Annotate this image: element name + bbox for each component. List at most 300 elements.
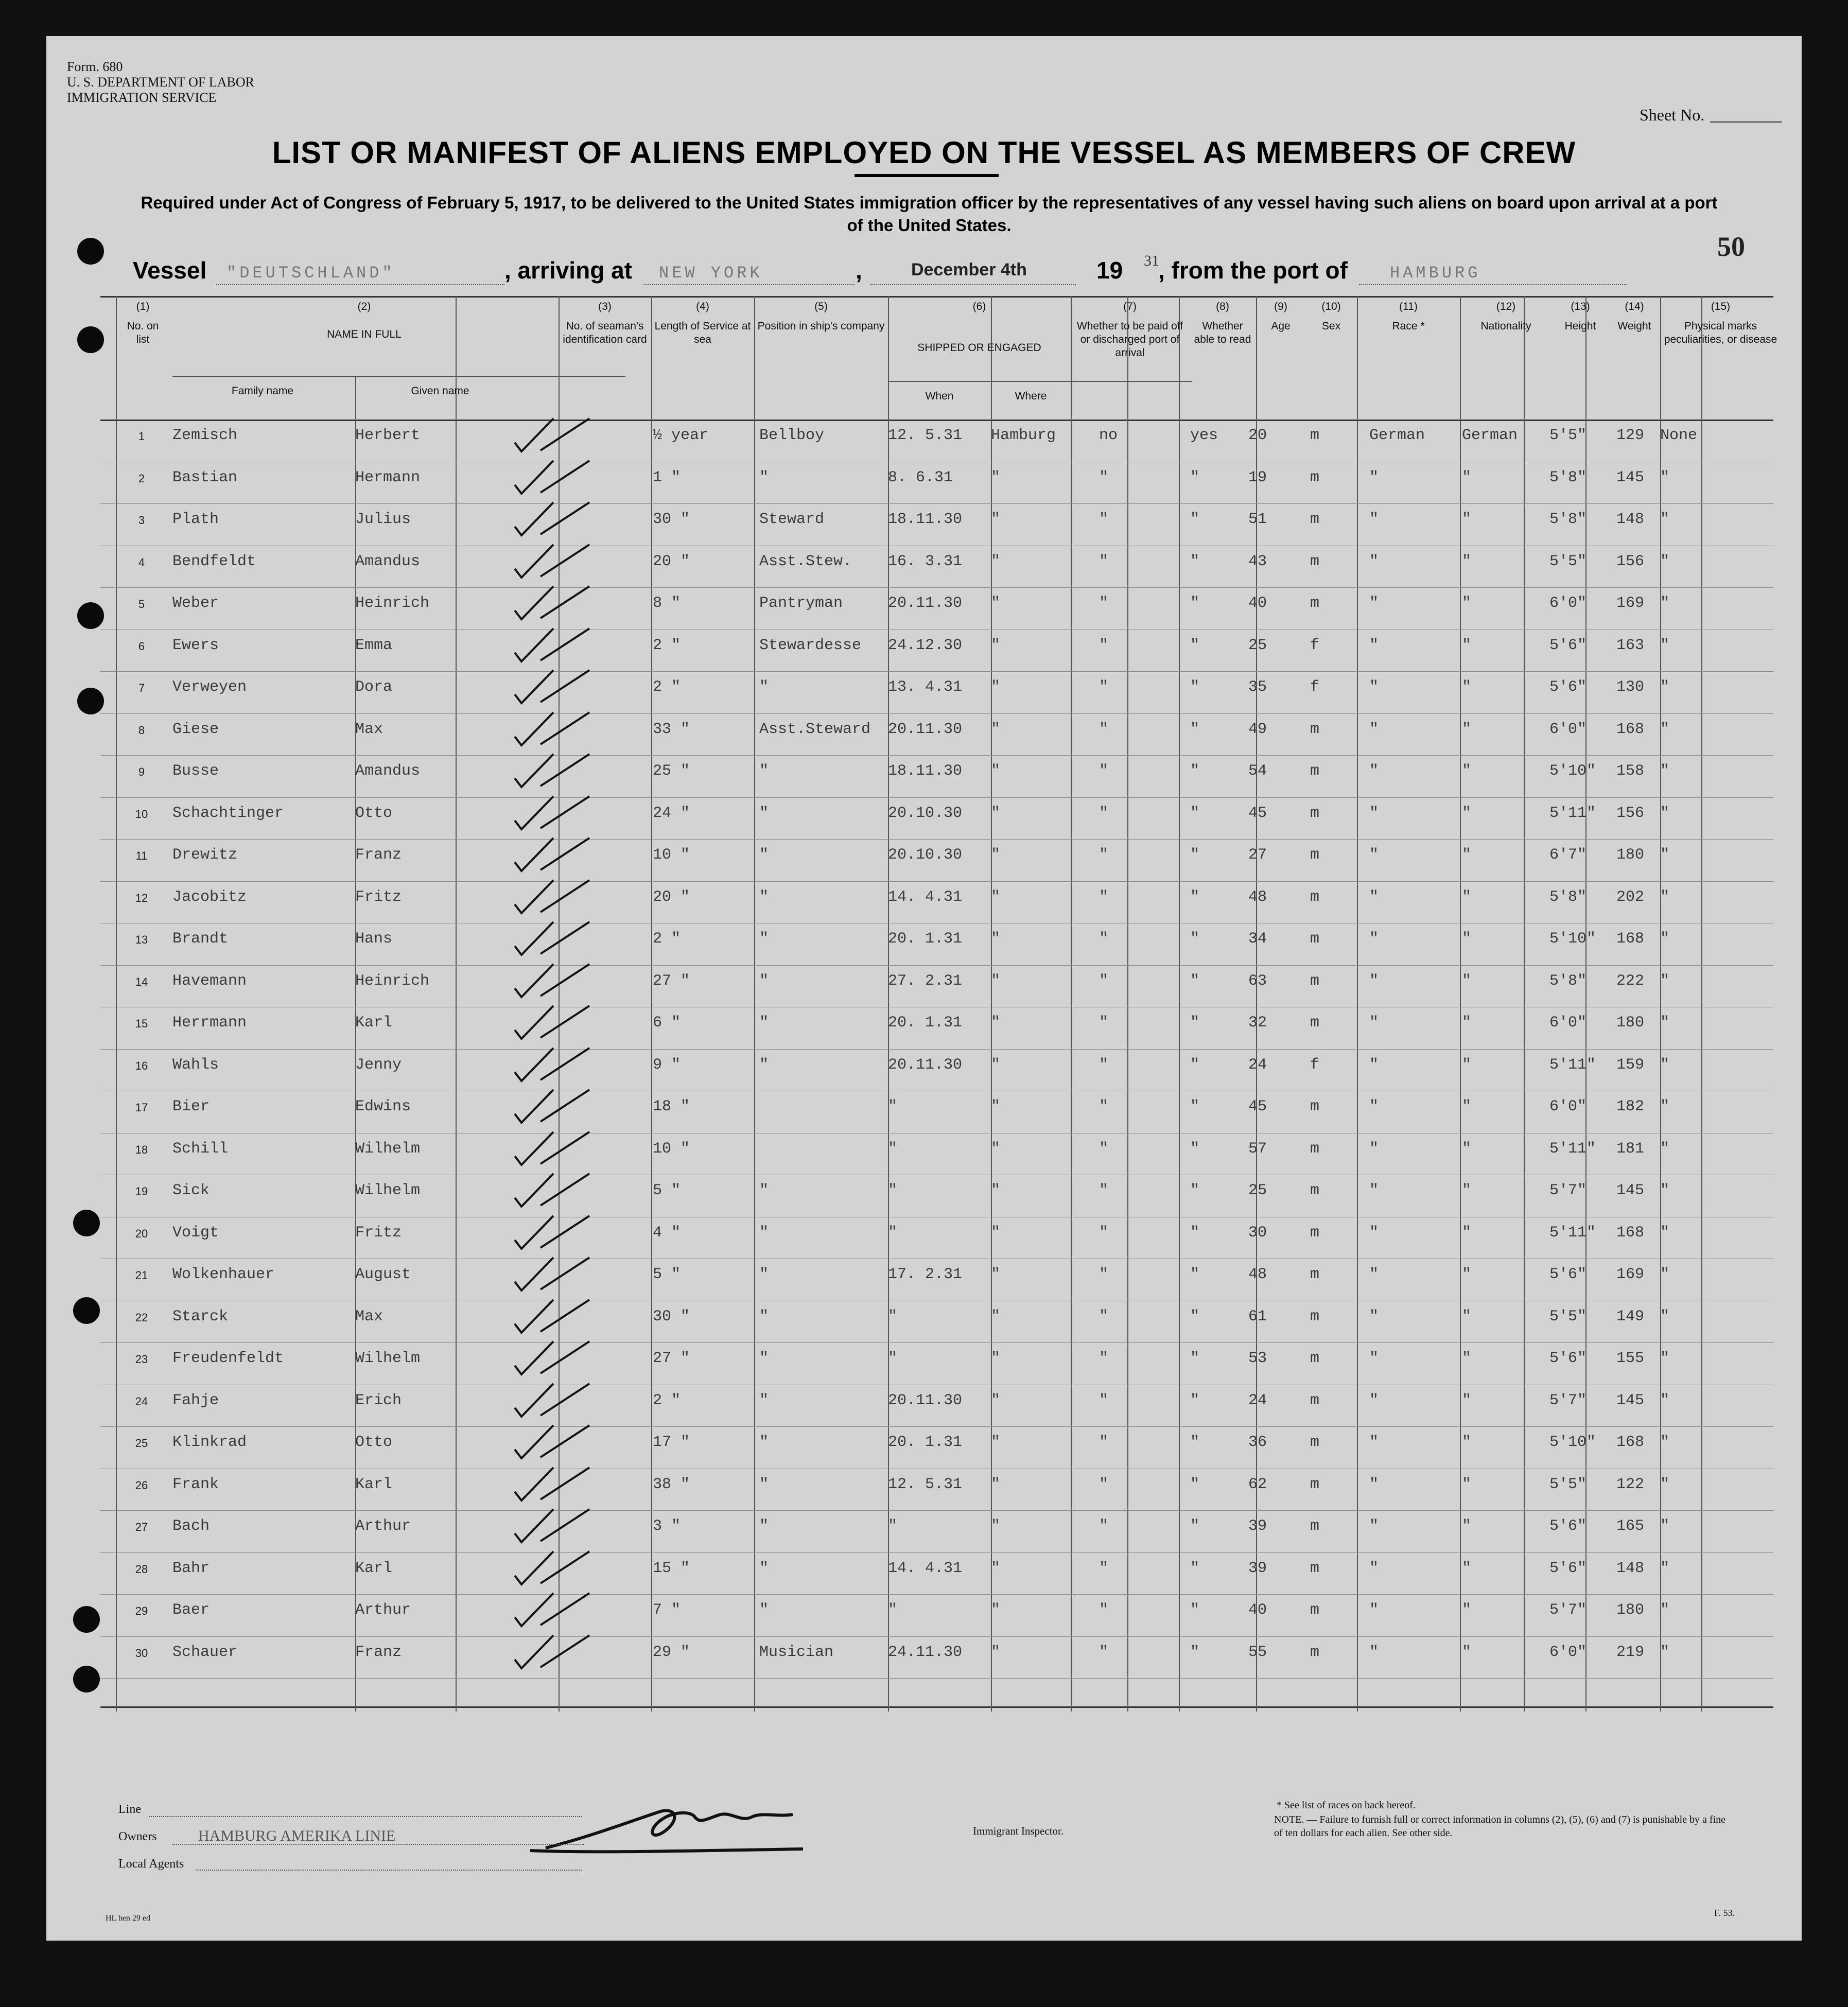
table-row [100, 1636, 1773, 1637]
cell-able-to-read: " [1190, 930, 1200, 948]
cell-position: Asst.Steward [759, 720, 871, 738]
cell-able-to-read: " [1190, 1098, 1200, 1115]
cell-service-length: 10 " [653, 1140, 690, 1158]
cell-able-to-read: " [1190, 1391, 1200, 1409]
cell-shipped-when: " [888, 1140, 898, 1158]
cell-service-length: 29 " [653, 1643, 690, 1661]
cell-weight: 148 [1616, 511, 1645, 528]
cell-age: 45 [1248, 804, 1267, 822]
cell-age: 25 [1248, 1182, 1267, 1199]
cell-service-length: ½ year [653, 427, 709, 444]
check-mark [512, 582, 600, 623]
cell-sex: m [1310, 1098, 1320, 1115]
row-number: 7 [138, 682, 145, 694]
check-mark [512, 1086, 600, 1127]
cell-family-name: Zemisch [172, 427, 238, 444]
column-subheader: Given name [411, 385, 469, 397]
row-number: 22 [135, 1311, 148, 1324]
table-row [100, 1594, 1773, 1595]
cell-given-name: Herbert [355, 427, 421, 444]
cell-able-to-read: " [1190, 1182, 1200, 1199]
cell-shipped-where: " [991, 1559, 1001, 1577]
row-number: 11 [135, 849, 148, 862]
cell-paid-off: " [1099, 511, 1109, 528]
cell-given-name: Max [355, 720, 383, 738]
cell-height: 6'0" [1549, 595, 1587, 612]
cell-shipped-where: " [991, 1350, 1001, 1367]
cell-shipped-when: 20.11.30 [888, 720, 963, 738]
cell-physical-marks: " [1660, 1643, 1670, 1661]
cell-race: " [1369, 762, 1379, 780]
cell-position: " [759, 930, 769, 948]
row-number: 25 [135, 1437, 148, 1450]
cell-physical-marks: " [1660, 1140, 1670, 1158]
cell-race: " [1369, 1559, 1379, 1577]
cell-physical-marks: " [1660, 468, 1670, 486]
cell-race: " [1369, 595, 1379, 612]
cell-race: " [1369, 636, 1379, 654]
column-header: Weight [1617, 320, 1651, 332]
cell-weight: 168 [1616, 930, 1645, 948]
cell-shipped-where: " [991, 720, 1001, 738]
row-number: 23 [135, 1353, 148, 1366]
cell-paid-off: " [1099, 1643, 1109, 1661]
cell-family-name: Ewers [172, 636, 219, 654]
row-number: 2 [138, 472, 145, 485]
cell-paid-off: " [1099, 1559, 1109, 1577]
cell-nationality: " [1462, 930, 1472, 948]
cell-service-length: 10 " [653, 846, 690, 864]
crew-table [100, 296, 1777, 1712]
cell-race: " [1369, 1098, 1379, 1115]
from-underline [1359, 284, 1627, 285]
row-number: 5 [138, 598, 145, 610]
cell-shipped-when: " [888, 1098, 898, 1115]
comma-mark: , [856, 257, 862, 284]
column-header: Whether able to read [1194, 320, 1251, 345]
cell-weight: 148 [1616, 1559, 1645, 1577]
column-number: (9) [1274, 301, 1287, 312]
cell-physical-marks: " [1660, 636, 1670, 654]
cell-sex: m [1310, 972, 1320, 990]
cell-family-name: Bahr [172, 1559, 210, 1577]
cell-family-name: Freudenfeldt [172, 1350, 284, 1367]
cell-service-length: 27 " [653, 1350, 690, 1367]
column-rule [1256, 296, 1257, 1712]
cell-age: 39 [1248, 1517, 1267, 1535]
column-rule [1127, 296, 1128, 1712]
cell-shipped-when: 24.12.30 [888, 636, 963, 654]
cell-physical-marks: " [1660, 1098, 1670, 1115]
cell-position: " [759, 1475, 769, 1493]
cell-sex: m [1310, 1475, 1320, 1493]
cell-paid-off: " [1099, 1350, 1109, 1367]
cell-race: " [1369, 1224, 1379, 1242]
cell-service-length: 20 " [653, 552, 690, 570]
cell-family-name: Klinkrad [172, 1434, 247, 1451]
check-mark [512, 834, 600, 875]
cell-shipped-where: " [991, 636, 1001, 654]
cell-position: " [759, 972, 769, 990]
cell-service-length: 8 " [653, 595, 681, 612]
cell-sex: m [1310, 595, 1320, 612]
cell-shipped-where: " [991, 1307, 1001, 1325]
cell-paid-off: " [1099, 636, 1109, 654]
cell-paid-off: " [1099, 1391, 1109, 1409]
cell-height: 5'11" [1549, 1056, 1596, 1074]
cell-race: " [1369, 1391, 1379, 1409]
row-number: 28 [135, 1562, 148, 1576]
vessel-label: Vessel [133, 257, 207, 284]
cell-weight: 155 [1616, 1350, 1645, 1367]
cell-age: 36 [1248, 1434, 1267, 1451]
cell-height: 5'6" [1549, 1517, 1587, 1535]
punch-hole [73, 1666, 100, 1692]
column-header: Nationality [1480, 320, 1531, 332]
check-mark [512, 1170, 600, 1211]
cell-shipped-when: 27. 2.31 [888, 972, 963, 990]
cell-shipped-when: 12. 5.31 [888, 1475, 963, 1493]
cell-height: 5'7" [1549, 1601, 1587, 1619]
cell-position: " [759, 1434, 769, 1451]
cell-service-length: 17 " [653, 1434, 690, 1451]
cell-sex: m [1310, 1643, 1320, 1661]
cell-shipped-where: " [991, 930, 1001, 948]
cell-sex: m [1310, 720, 1320, 738]
cell-shipped-when: " [888, 1224, 898, 1242]
cell-paid-off: " [1099, 1056, 1109, 1074]
row-number: 1 [138, 430, 145, 443]
cell-shipped-where: " [991, 678, 1001, 696]
cell-race: " [1369, 1350, 1379, 1367]
row-number: 18 [135, 1143, 148, 1156]
page-subtitle: Required under Act of Congress of February 5, 1917, to be delivered to the United States immigration officer by the representatives of any vessel having such aliens on board upon arrival at a port of the United States. [141, 193, 1718, 235]
cell-sex: m [1310, 804, 1320, 822]
cell-height: 5'8" [1549, 888, 1587, 906]
cell-physical-marks: " [1660, 720, 1670, 738]
column-header: SHIPPED OR ENGAGED [917, 342, 1041, 354]
cell-family-name: Busse [172, 762, 219, 780]
check-mark [512, 624, 600, 666]
cell-shipped-where: " [991, 1182, 1001, 1199]
cell-given-name: Amandus [355, 762, 421, 780]
cell-position: Asst.Stew. [759, 552, 852, 570]
cell-physical-marks: " [1660, 678, 1670, 696]
cell-shipped-when: " [888, 1350, 898, 1367]
cell-race: " [1369, 1517, 1379, 1535]
cell-sex: f [1310, 678, 1320, 696]
cell-position: " [759, 1391, 769, 1409]
cell-family-name: Herrmann [172, 1014, 247, 1032]
cell-nationality: " [1462, 468, 1472, 486]
column-number: (2) [357, 301, 371, 312]
cell-family-name: Voigt [172, 1224, 219, 1242]
cell-weight: 168 [1616, 720, 1645, 738]
cell-shipped-where: " [991, 1434, 1001, 1451]
check-mark [512, 1128, 600, 1169]
cell-paid-off: " [1099, 720, 1109, 738]
row-number: 26 [135, 1478, 148, 1492]
cell-service-length: 6 " [653, 1014, 681, 1032]
cell-shipped-when: 20. 1.31 [888, 930, 963, 948]
column-number: (13) [1571, 301, 1590, 312]
table-row [100, 1342, 1773, 1343]
cell-sex: m [1310, 1391, 1320, 1409]
column-number: (5) [814, 301, 828, 312]
check-mark [512, 1296, 600, 1337]
cell-sex: m [1310, 1350, 1320, 1367]
cell-nationality: " [1462, 1391, 1472, 1409]
cell-physical-marks: " [1660, 846, 1670, 864]
cell-shipped-where: " [991, 511, 1001, 528]
cell-able-to-read: " [1190, 1307, 1200, 1325]
cell-race: " [1369, 720, 1379, 738]
cell-height: 5'11" [1549, 804, 1596, 822]
cell-nationality: " [1462, 1475, 1472, 1493]
cell-shipped-where: " [991, 1098, 1001, 1115]
cell-age: 30 [1248, 1224, 1267, 1242]
cell-able-to-read: " [1190, 1350, 1200, 1367]
cell-nationality: " [1462, 678, 1472, 696]
cell-family-name: Brandt [172, 930, 229, 948]
cell-height: 5'5" [1549, 427, 1587, 444]
column-rule [754, 296, 755, 1712]
check-mark [512, 1044, 600, 1085]
column-rule [1460, 296, 1461, 1712]
cell-given-name: Amandus [355, 552, 421, 570]
cell-weight: 145 [1616, 1391, 1645, 1409]
name-subheader-rule [172, 376, 625, 377]
cell-height: 5'6" [1549, 1266, 1587, 1283]
cell-nationality: " [1462, 595, 1472, 612]
cell-family-name: Frank [172, 1475, 219, 1493]
cell-shipped-where: " [991, 1391, 1001, 1409]
column-number: (15) [1711, 301, 1731, 312]
cell-service-length: 2 " [653, 1391, 681, 1409]
cell-able-to-read: yes [1190, 427, 1218, 444]
cell-sex: m [1310, 1601, 1320, 1619]
page-code: F. 53. [1714, 1908, 1735, 1918]
cell-race: German [1369, 427, 1425, 444]
cell-family-name: Bendfeldt [172, 552, 256, 570]
form-number: Form. 680 U. S. DEPARTMENT OF LABOR IMMIGRATION SERVICE [67, 59, 254, 105]
cell-position: Steward [759, 511, 825, 528]
cell-position: Pantryman [759, 595, 843, 612]
punch-hole [73, 1210, 100, 1236]
column-rule [1179, 296, 1180, 1712]
cell-weight: 159 [1616, 1056, 1645, 1074]
cell-position: " [759, 846, 769, 864]
cell-paid-off: " [1099, 1014, 1109, 1032]
cell-physical-marks: " [1660, 1056, 1670, 1074]
cell-physical-marks: " [1660, 1182, 1670, 1199]
cell-sex: f [1310, 636, 1320, 654]
cell-given-name: Fritz [355, 888, 402, 906]
cell-height: 5'7" [1549, 1182, 1587, 1199]
cell-sex: m [1310, 762, 1320, 780]
cell-nationality: " [1462, 720, 1472, 738]
cell-age: 57 [1248, 1140, 1267, 1158]
owners-field [172, 1844, 584, 1845]
arriving-port: NEW YORK [659, 264, 763, 283]
cell-nationality: " [1462, 846, 1472, 864]
cell-paid-off: " [1099, 804, 1109, 822]
cell-able-to-read: " [1190, 1643, 1200, 1661]
check-mark [512, 1463, 600, 1505]
cell-age: 39 [1248, 1559, 1267, 1577]
cell-able-to-read: " [1190, 972, 1200, 990]
table-bottom-rule [100, 1706, 1773, 1708]
cell-race: " [1369, 678, 1379, 696]
cell-shipped-where: " [991, 1056, 1001, 1074]
cell-physical-marks: " [1660, 552, 1670, 570]
cell-physical-marks: " [1660, 1391, 1670, 1409]
cell-position: " [759, 1307, 769, 1325]
cell-given-name: Otto [355, 1434, 393, 1451]
cell-weight: 129 [1616, 427, 1645, 444]
cell-family-name: Verweyen [172, 678, 247, 696]
owners-label: Owners [118, 1830, 157, 1843]
cell-race: " [1369, 888, 1379, 906]
cell-paid-off: " [1099, 762, 1109, 780]
cell-race: " [1369, 1601, 1379, 1619]
cell-height: 5'6" [1549, 678, 1587, 696]
arrival-date: December 4th [911, 260, 1027, 280]
year-prefix: 19 [1096, 257, 1123, 284]
cell-weight: 180 [1616, 1014, 1645, 1032]
cell-race: " [1369, 972, 1379, 990]
cell-given-name: Arthur [355, 1601, 411, 1619]
cell-position: " [759, 1559, 769, 1577]
page-title: LIST OR MANIFEST OF ALIENS EMPLOYED ON THE VESSEL AS MEMBERS OF CREW [272, 135, 1576, 170]
check-mark [512, 1337, 600, 1378]
column-rule [1660, 296, 1661, 1712]
cell-position: " [759, 1182, 769, 1199]
cell-height: 5'11" [1549, 1140, 1596, 1158]
cell-service-length: 38 " [653, 1475, 690, 1493]
penalty-note: NOTE. — Failure to furnish full or correct information in columns (2), (5), (6) and (7) is punishable by a fine of ten dollars for each alien. See other side. [1274, 1814, 1726, 1839]
cell-physical-marks: " [1660, 1224, 1670, 1242]
cell-given-name: Franz [355, 1643, 402, 1661]
year-suffix: 31 [1144, 252, 1159, 269]
cell-physical-marks: " [1660, 1434, 1670, 1451]
column-number: (11) [1399, 301, 1418, 312]
check-mark [512, 498, 600, 539]
vessel-underline [216, 284, 504, 285]
cell-paid-off: " [1099, 1182, 1109, 1199]
cell-family-name: Jacobitz [172, 888, 247, 906]
cell-given-name: Arthur [355, 1517, 411, 1535]
handwritten-number: 50 [1717, 231, 1745, 262]
cell-family-name: Schachtinger [172, 804, 284, 822]
cell-able-to-read: " [1190, 511, 1200, 528]
cell-family-name: Fahje [172, 1391, 219, 1409]
cell-race: " [1369, 1056, 1379, 1074]
cell-able-to-read: " [1190, 1434, 1200, 1451]
cell-age: 48 [1248, 1266, 1267, 1283]
column-number: (7) [1123, 301, 1137, 312]
cell-able-to-read: " [1190, 762, 1200, 780]
cell-service-length: 30 " [653, 511, 690, 528]
cell-family-name: Havemann [172, 972, 247, 990]
check-mark [512, 918, 600, 959]
cell-sex: m [1310, 888, 1320, 906]
cell-shipped-when: " [888, 1307, 898, 1325]
cell-given-name: Dora [355, 678, 393, 696]
cell-given-name: Heinrich [355, 595, 430, 612]
cell-shipped-where: " [991, 552, 1001, 570]
cell-able-to-read: " [1190, 468, 1200, 486]
cell-nationality: German [1462, 427, 1518, 444]
cell-height: 6'0" [1549, 1098, 1587, 1115]
cell-sex: f [1310, 1056, 1320, 1074]
cell-weight: 168 [1616, 1434, 1645, 1451]
cell-able-to-read: " [1190, 1559, 1200, 1577]
cell-age: 43 [1248, 552, 1267, 570]
cell-able-to-read: " [1190, 720, 1200, 738]
row-number: 15 [135, 1017, 148, 1030]
table-row [100, 1426, 1773, 1427]
cell-age: 53 [1248, 1350, 1267, 1367]
cell-sex: m [1310, 468, 1320, 486]
cell-able-to-read: " [1190, 636, 1200, 654]
column-rule [1071, 296, 1072, 1712]
cell-physical-marks: " [1660, 1517, 1670, 1535]
cell-given-name: Wilhelm [355, 1350, 421, 1367]
table-row [100, 503, 1773, 504]
cell-age: 19 [1248, 468, 1267, 486]
cell-service-length: 3 " [653, 1517, 681, 1535]
cell-paid-off: " [1099, 1601, 1109, 1619]
cell-nationality: " [1462, 1350, 1472, 1367]
cell-family-name: Plath [172, 511, 219, 528]
column-rule [991, 381, 992, 1712]
check-mark [512, 1505, 600, 1546]
sheet-no-field [1710, 121, 1782, 123]
cell-shipped-when: 8. 6.31 [888, 468, 953, 486]
line-label: Line [118, 1803, 141, 1816]
cell-height: 5'10" [1549, 762, 1596, 780]
cell-shipped-when: 13. 4.31 [888, 678, 963, 696]
cell-nationality: " [1462, 636, 1472, 654]
cell-paid-off: " [1099, 1266, 1109, 1283]
cell-position: " [759, 1056, 769, 1074]
cell-family-name: Wolkenhauer [172, 1266, 275, 1283]
table-row [100, 671, 1773, 672]
row-number: 10 [135, 807, 148, 821]
cell-age: 40 [1248, 1601, 1267, 1619]
cell-age: 61 [1248, 1307, 1267, 1325]
column-header: Age [1271, 320, 1291, 332]
cell-service-length: 27 " [653, 972, 690, 990]
cell-race: " [1369, 511, 1379, 528]
cell-sex: m [1310, 1140, 1320, 1158]
column-rule [1524, 296, 1525, 1712]
cell-height: 5'6" [1549, 1559, 1587, 1577]
cell-shipped-when: 20. 1.31 [888, 1434, 963, 1451]
cell-family-name: Weber [172, 595, 219, 612]
cell-family-name: Sick [172, 1182, 210, 1199]
cell-height: 6'0" [1549, 1014, 1587, 1032]
row-number: 6 [138, 639, 145, 653]
row-number: 27 [135, 1521, 148, 1533]
cell-physical-marks: " [1660, 1601, 1670, 1619]
cell-shipped-when: 20.10.30 [888, 804, 963, 822]
table-row [100, 1049, 1773, 1050]
check-mark [512, 1380, 600, 1421]
cell-family-name: Schill [172, 1140, 229, 1158]
cell-nationality: " [1462, 888, 1472, 906]
